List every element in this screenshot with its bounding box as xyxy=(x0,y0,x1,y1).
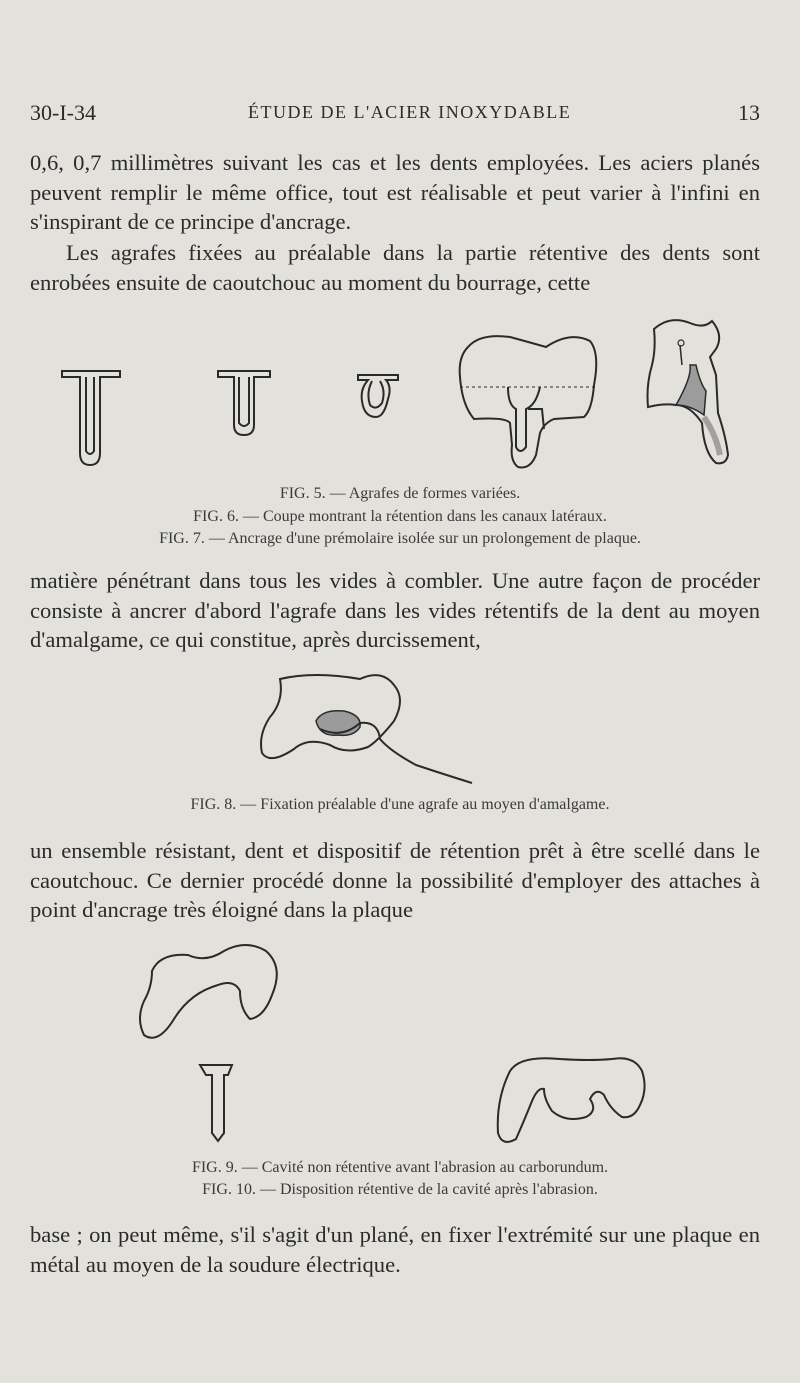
figures-5-6-7 xyxy=(40,305,760,480)
caption-fig5: FIG. 5. — Agrafes de formes variées. xyxy=(279,485,521,502)
paragraph-2 xyxy=(30,238,760,297)
paragraph-2-text: Les agrafes fixées au préalable dans la partie rétentive des dents sont enrobées ensuite de caoutchouc au moment du bourrage, cette xyxy=(30,240,760,295)
clasp-small-drawing xyxy=(200,1065,232,1141)
page-number: 13 xyxy=(738,100,760,125)
caption-fig8: FIG. 8. — Fixation préalable d'une agrafe au moyen d'amalgame. xyxy=(190,796,610,813)
paragraph-5-text: base ; on peut même, s'il s'agit d'un plané, en fixer l'extrémité sur une plaque en métal au moyen de la soudure électrique. xyxy=(30,1222,760,1277)
paragraph-1 xyxy=(30,148,760,237)
figures-9-10 xyxy=(100,935,660,1155)
clasp-tall-drawing xyxy=(62,371,120,465)
caption-fig6: FIG. 6. — Coupe montrant la rétention dans les canaux latéraux. xyxy=(193,508,607,525)
molar-section-drawing xyxy=(460,336,597,467)
paragraph-1-text: 0,6, 0,7 millimètres suivant les cas et les dents employées. Les aciers planés peuvent remplir le même office, tout est réalisable et peut varier à l'infini en s'inspirant de ce principe d'ancrage. xyxy=(30,150,760,234)
clasp-medium-drawing xyxy=(218,371,270,435)
clasp-omega-drawing xyxy=(358,375,398,417)
paragraph-5 xyxy=(30,1220,760,1279)
paragraph-3-text: matière pénétrant dans tous les vides à combler. Une autre façon de procéder consiste à ancrer d'abord l'agrafe dans les vides rétentifs de la dent au moyen d'amalgame, ce qui constitue, après durcissement, xyxy=(30,568,760,652)
cavity-retentive-drawing xyxy=(498,1058,645,1142)
premolar-drawing xyxy=(648,320,729,463)
figure-8-tooth-amalgam xyxy=(250,665,490,790)
paragraph-4 xyxy=(30,836,760,925)
paragraph-3 xyxy=(30,566,760,655)
running-header xyxy=(30,96,760,130)
caption-fig9: FIG. 9. — Cavité non rétentive avant l'abrasion au carborundum. xyxy=(191,1159,609,1176)
paragraph-4-text: un ensemble résistant, dent et dispositif de rétention prêt à être scellé dans le caoutchouc. Ce dernier procédé donne la possibilité d'employer des attaches à point d'ancrage très éloigné dans la plaque xyxy=(30,838,760,922)
caption-fig7: FIG. 7. — Ancrage d'une prémolaire isolée sur un prolongement de plaque. xyxy=(159,530,641,547)
caption-fig10: FIG. 10. — Disposition rétentive de la cavité après l'abrasion. xyxy=(202,1181,598,1198)
header-title: ÉTUDE DE L'ACIER INOXYDABLE xyxy=(248,102,572,122)
cavity-non-retentive-drawing xyxy=(140,945,277,1038)
header-date: 30-I-34 xyxy=(30,100,96,125)
